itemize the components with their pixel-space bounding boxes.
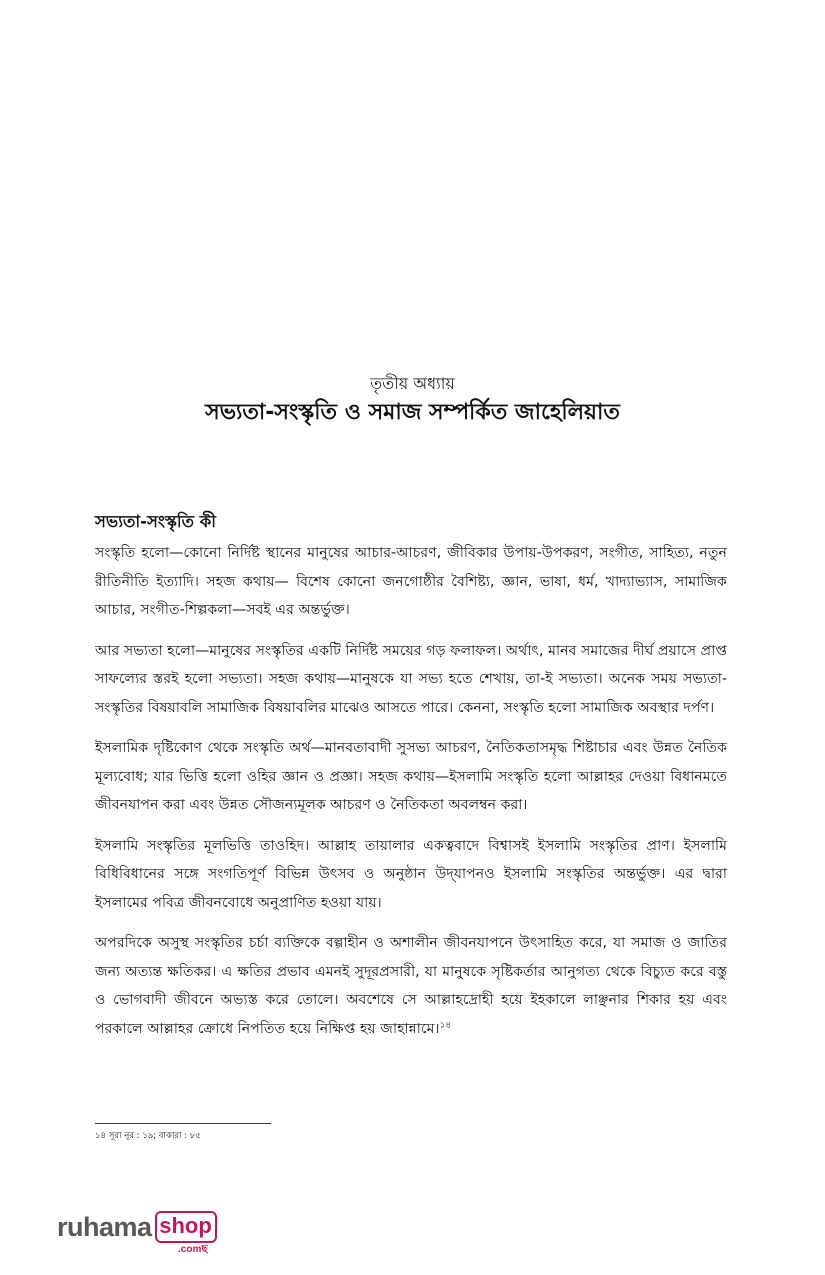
logo-domain: .comছ xyxy=(178,1244,208,1255)
paragraph-civilization-definition: আর সভ্যতা হলো—মানুষের সংস্কৃতির একটি নির্দিষ্ট সময়ের গড় ফলাফল। অর্থাৎ, মানব সমাজের দীর্ঘ প্রয়াসে প্রাপ্ত সাফল্যের স্তরই হলো সভ্যতা। সহজ কথায়—মানুষকে যা সভ্য হতে শেখায়, তা-ই সভ্যতা। অনেক সময় সভ্যতা-সংস্কৃতির বিষয়াবলি সামাজিক বিষয়াবলির মাঝেও আসতে পারে। কেননা, সংস্কৃতি হলো সামাজিক অবস্থার দর্পণ। xyxy=(95,642,727,716)
paragraph-tawhid-basis: ইসলামি সংস্কৃতির মূলভিত্তি তাওহিদ। আল্লাহ তায়ালার একত্ববাদে বিশ্বাসই ইসলামি সংস্কৃতির প্রাণ। ইসলামি বিধিবিধানের সঙ্গে সংগতিপূর্ণ বিভিন্ন উৎসব ও অনুষ্ঠান উদ্‌যাপনও ইসলামি সংস্কৃতির অন্তর্ভুক্ত। এর দ্বারা ইসলামের পবিত্র জীবনবোধে অনুপ্রাণিত হওয়া যায়। xyxy=(95,837,727,911)
chapter-label: তৃতীয় অধ্যায় xyxy=(370,374,455,393)
section-heading: সভ্যতা-সংস্কৃতি কী xyxy=(95,512,216,531)
logo-badge-text: shop xyxy=(159,1213,212,1238)
chapter-content xyxy=(95,508,727,1055)
paragraph-islamic-view: ইসলামিক দৃষ্টিকোণ থেকে সংস্কৃতি অর্থ—মানবতাবাদী সুসভ্য আচরণ, নৈতিকতাসমৃদ্ধ শিষ্টাচার এবং উন্নত নৈতিক মূল্যবোধ; যার ভিত্তি হলো ওহির জ্ঞান ও প্রজ্ঞা। সহজ কথায়—ইসলামি সংস্কৃতি হলো আল্লাহর দেওয়া বিধানমতে জীবনযাপন করা এবং উন্নত সৌজন্যমূলক আচরণ ও নৈতিকতা অবলম্বন করা। xyxy=(95,740,727,813)
paragraph-harmful-culture-text: অপরদিকে অসুস্থ সংস্কৃতির চর্চা ব্যক্তিকে বল্গাহীন ও অশালীন জীবনযাপনে উৎসাহিত করে, যা সমাজ ও জাতির জন্য অত্যন্ত ক্ষতিকর। এ ক্ষতির প্রভাব এমনই সুদূরপ্রসারী, যা মানুষকে সৃষ্টিকর্তার আনুগত্য থেকে বিচ্যুত করে বস্তু ও ভোগবাদী জীবনে অভ্যস্ত করে তোলে। অবশেষে সে আল্লাহদ্রোহী হয়ে ইহকালে লাঞ্ছনার শিকার হয় এবং পরকালে আল্লাহর ক্রোধে নিপতিত হয়ে নিক্ষিপ্ত হয় জাহান্নামে। xyxy=(95,935,727,1037)
footnote-divider xyxy=(95,1123,271,1124)
paragraph-culture-definition: সংস্কৃতি হলো—কোনো নির্দিষ্ট স্থানের মানুষের আচার-আচরণ, জীবিকার উপায়-উপকরণ, সংগীত, সাহিত্য, নতুন রীতিনীতি ইত্যাদি। সহজ কথায়— বিশেষ কোনো জনগোষ্ঠীর বৈশিষ্ট্য, জ্ঞান, ভাষা, ধর্ম, খাদ্যাভ্যাস, সামাজিক আচার, সংগীত-শিল্পকলা—সবই এর অন্তর্ভুক্ত। xyxy=(95,545,727,618)
chapter-title: সভ্যতা-সংস্কৃতি ও সমাজ সম্পর্কিত জাহেলিয়াত xyxy=(205,400,620,425)
logo-word: ruhama xyxy=(57,1212,152,1242)
logo-badge xyxy=(155,1211,217,1243)
footnote-text: ১৪ সূরা নূর : ১৯; বাকারা : ৮৫ xyxy=(95,1131,201,1141)
paragraph-harmful-culture xyxy=(95,929,727,1043)
ruhamashop-logo xyxy=(57,1208,227,1260)
footnote-reference: ১৪ xyxy=(439,1019,452,1030)
